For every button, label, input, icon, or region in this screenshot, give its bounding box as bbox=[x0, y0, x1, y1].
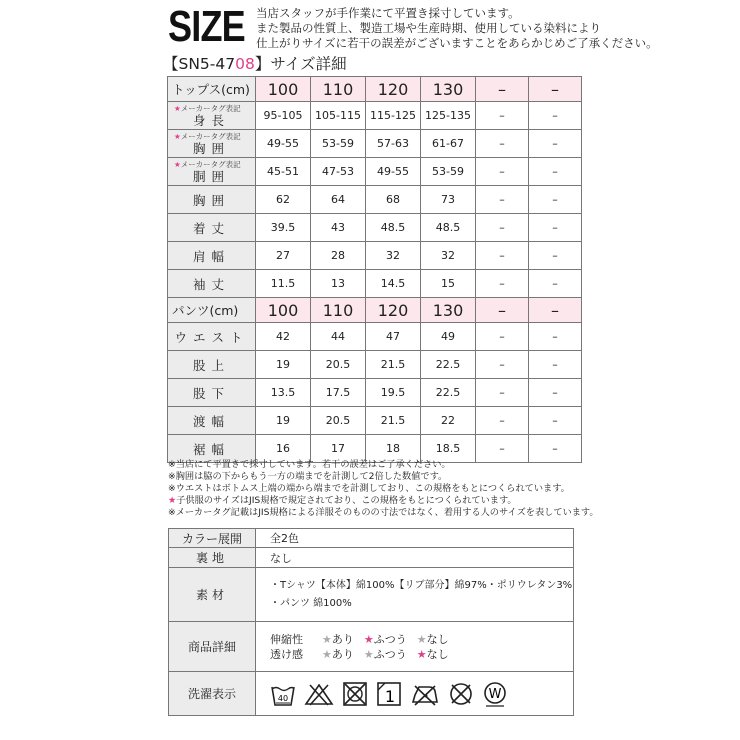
tops-size-cell: 130 bbox=[421, 77, 476, 102]
pants-value-cell: 49 bbox=[421, 323, 476, 351]
pants-value-cell: 22.5 bbox=[421, 379, 476, 407]
detail-name: 透け感 bbox=[270, 647, 303, 661]
note-mark: ※ bbox=[168, 507, 176, 518]
tops-value-cell: – bbox=[529, 186, 582, 214]
code-suffix: 】サイズ詳細 bbox=[254, 55, 347, 73]
tops-value-cell: 14.5 bbox=[366, 270, 421, 298]
tops-row-label: 胸囲 bbox=[168, 186, 256, 214]
tops-size-cell: 110 bbox=[311, 77, 366, 102]
wet-clean-icon bbox=[482, 681, 508, 707]
pants-value-cell: 13.5 bbox=[256, 379, 311, 407]
tops-value-cell: – bbox=[476, 242, 529, 270]
pants-value-cell: 20.5 bbox=[311, 351, 366, 379]
pants-row-label: 股上 bbox=[168, 351, 256, 379]
tag-note-text: メーカータグ表記 bbox=[180, 104, 241, 113]
intro-line: 当店スタッフが手作業にて平置き採寸しています。 bbox=[256, 6, 520, 20]
color-label: カラー展開 bbox=[169, 529, 256, 548]
tops-row bbox=[168, 214, 582, 242]
tag-note-text: メーカータグ表記 bbox=[180, 132, 241, 141]
tops-value-cell: 125-135 bbox=[421, 102, 476, 130]
no-tumble-dry-icon bbox=[342, 681, 368, 707]
pants-value-cell: – bbox=[529, 435, 582, 463]
detail-option-label: ふつう bbox=[373, 647, 407, 661]
tops-value-cell: 53-59 bbox=[311, 130, 366, 158]
star-icon: ★ bbox=[322, 647, 332, 661]
tops-row-name: 胴囲 bbox=[192, 169, 230, 184]
detail-label: 商品詳細 bbox=[169, 622, 256, 672]
tops-row-label bbox=[168, 158, 256, 186]
pants-row-label: 裾幅 bbox=[168, 435, 256, 463]
size-table bbox=[167, 76, 582, 463]
pants-size-cell: – bbox=[476, 298, 529, 323]
pants-value-cell: 19 bbox=[256, 351, 311, 379]
tops-value-cell: 43 bbox=[311, 214, 366, 242]
pants-value-cell: 18 bbox=[366, 435, 421, 463]
tops-value-cell: 49-55 bbox=[256, 130, 311, 158]
note-mark: ★ bbox=[168, 495, 177, 506]
pants-row bbox=[168, 351, 582, 379]
tops-row bbox=[168, 102, 582, 130]
tops-value-cell: – bbox=[476, 158, 529, 186]
star-icon: ★ bbox=[363, 632, 374, 646]
tops-row bbox=[168, 130, 582, 158]
detail-line bbox=[270, 647, 573, 662]
wash-w: W bbox=[488, 686, 502, 702]
pants-value-cell: 17 bbox=[311, 435, 366, 463]
tops-value-cell: 57-63 bbox=[366, 130, 421, 158]
color-value: 全2色 bbox=[256, 529, 574, 548]
pants-value-cell: 16 bbox=[256, 435, 311, 463]
tops-row-name: 身長 bbox=[192, 113, 230, 128]
detail-value bbox=[256, 622, 574, 672]
tops-row bbox=[168, 242, 582, 270]
pants-value-cell: 19 bbox=[256, 407, 311, 435]
material-line: ・パンツ 綿100% bbox=[270, 597, 352, 609]
line-dry-shade-icon bbox=[376, 681, 402, 707]
pants-value-cell: – bbox=[529, 323, 582, 351]
info-table bbox=[168, 528, 574, 716]
material-line: ・Tシャツ【本体】綿100%【リブ部分】綿97%・ポリウレタン3% bbox=[270, 579, 573, 591]
wash-line-number: 1 bbox=[384, 686, 396, 706]
tops-size-cell: 120 bbox=[366, 77, 421, 102]
wash-label: 洗濯表示 bbox=[169, 672, 256, 716]
note-text: 胸囲は脇の下からもう一方の端までを計測して2倍した数値です。 bbox=[175, 471, 448, 482]
pants-value-cell: 19.5 bbox=[366, 379, 421, 407]
tops-value-cell: 45-51 bbox=[256, 158, 311, 186]
notes bbox=[168, 459, 599, 519]
tops-row-label bbox=[168, 130, 256, 158]
tops-value-cell: – bbox=[529, 270, 582, 298]
detail-line bbox=[270, 632, 573, 647]
wash-temp: 40 bbox=[277, 693, 289, 703]
tops-row bbox=[168, 186, 582, 214]
code-highlight: 08 bbox=[235, 55, 255, 73]
pants-value-cell: 42 bbox=[256, 323, 311, 351]
detail-option bbox=[322, 647, 354, 662]
tops-value-cell: 68 bbox=[366, 186, 421, 214]
tops-value-cell: 53-59 bbox=[421, 158, 476, 186]
no-dry-clean-icon bbox=[448, 681, 474, 707]
note-line bbox=[168, 459, 599, 471]
pants-size-cell: 130 bbox=[421, 298, 476, 323]
tops-value-cell: – bbox=[529, 130, 582, 158]
pants-row bbox=[168, 407, 582, 435]
detail-option bbox=[322, 632, 354, 647]
pants-value-cell: 17.5 bbox=[311, 379, 366, 407]
pants-row-label: 股下 bbox=[168, 379, 256, 407]
tops-value-cell: – bbox=[529, 242, 582, 270]
note-text: ウエストはボトムス上端の端から端までを計測しており、この規格をもとにつくられています。 bbox=[175, 483, 570, 494]
tops-value-cell: – bbox=[476, 102, 529, 130]
pants-value-cell: – bbox=[476, 379, 529, 407]
pants-value-cell: – bbox=[529, 379, 582, 407]
tops-value-cell: 27 bbox=[256, 242, 311, 270]
pants-header-row bbox=[168, 298, 582, 323]
tops-value-cell: 32 bbox=[421, 242, 476, 270]
pants-value-cell: 21.5 bbox=[366, 407, 421, 435]
tops-value-cell: 49-55 bbox=[366, 158, 421, 186]
note-text: 当店にて平置きで採寸しています。若干の誤差はご了承ください。 bbox=[175, 459, 451, 470]
tops-value-cell: – bbox=[529, 102, 582, 130]
material-value bbox=[256, 568, 574, 622]
pants-value-cell: – bbox=[476, 435, 529, 463]
pants-size-cell: 100 bbox=[256, 298, 311, 323]
pants-size-cell: 120 bbox=[366, 298, 421, 323]
lining-label: 裏地 bbox=[169, 548, 256, 568]
wash-icons bbox=[256, 672, 574, 716]
star-icon: ★ bbox=[322, 632, 332, 646]
tag-star-icon: ★ bbox=[174, 104, 181, 113]
tops-value-cell: 95-105 bbox=[256, 102, 311, 130]
note-text: 子供服のサイズはJIS規格で規定されており、この規格をもとにつくられています。 bbox=[176, 495, 517, 506]
tag-star-icon: ★ bbox=[174, 132, 181, 141]
tops-size-cell: – bbox=[476, 77, 529, 102]
note-text: メーカータグ記載はJIS規格による洋服そのものの寸法ではなく、着用する人のサイズを表しています。 bbox=[175, 507, 599, 518]
note-mark: ※ bbox=[168, 459, 176, 470]
pants-row bbox=[168, 323, 582, 351]
tops-row-label bbox=[168, 102, 256, 130]
tops-row bbox=[168, 158, 582, 186]
pants-row bbox=[168, 379, 582, 407]
star-icon: ★ bbox=[363, 647, 374, 661]
tops-row-name: 胸囲 bbox=[192, 141, 230, 156]
tops-value-cell: 28 bbox=[311, 242, 366, 270]
note-line bbox=[168, 483, 599, 495]
tops-size-cell: 100 bbox=[256, 77, 311, 102]
detail-option bbox=[417, 647, 449, 662]
pants-value-cell: – bbox=[529, 351, 582, 379]
pants-value-cell: 47 bbox=[366, 323, 421, 351]
tops-value-cell: 48.5 bbox=[366, 214, 421, 242]
note-mark: ※ bbox=[168, 483, 176, 494]
pants-size-cell: 110 bbox=[311, 298, 366, 323]
tops-value-cell: 47-53 bbox=[311, 158, 366, 186]
tops-value-cell: 11.5 bbox=[256, 270, 311, 298]
tops-row-label: 着丈 bbox=[168, 214, 256, 242]
intro-line: また製品の性質上、製造工場や生産時期、使用している染料により bbox=[256, 21, 601, 35]
intro-line: 仕上がりサイズに若干の誤差がございますことをあらかじめご了承ください。 bbox=[256, 36, 658, 50]
tag-note-text: メーカータグ表記 bbox=[180, 160, 241, 169]
tops-value-cell: 62 bbox=[256, 186, 311, 214]
pants-row-label: ウエスト bbox=[168, 323, 256, 351]
detail-option bbox=[364, 632, 407, 647]
lining-value: なし bbox=[256, 548, 574, 568]
tops-header-row bbox=[168, 77, 582, 102]
tops-value-cell: 61-67 bbox=[421, 130, 476, 158]
tops-row bbox=[168, 270, 582, 298]
tops-value-cell: 39.5 bbox=[256, 214, 311, 242]
star-icon: ★ bbox=[416, 632, 427, 646]
tops-header-label: トップス(cm) bbox=[168, 77, 256, 102]
tops-value-cell: – bbox=[476, 130, 529, 158]
pants-value-cell: 20.5 bbox=[311, 407, 366, 435]
detail-option bbox=[417, 632, 449, 647]
tag-note bbox=[174, 131, 241, 142]
tops-value-cell: 73 bbox=[421, 186, 476, 214]
pants-size-cell: – bbox=[529, 298, 582, 323]
note-line bbox=[168, 471, 599, 483]
product-code bbox=[163, 52, 347, 74]
tops-value-cell: – bbox=[529, 158, 582, 186]
star-icon: ★ bbox=[416, 647, 427, 661]
tops-value-cell: – bbox=[476, 214, 529, 242]
tops-value-cell: 48.5 bbox=[421, 214, 476, 242]
pants-value-cell: – bbox=[529, 407, 582, 435]
tops-row-label: 肩幅 bbox=[168, 242, 256, 270]
tops-value-cell: 15 bbox=[421, 270, 476, 298]
pants-value-cell: – bbox=[476, 351, 529, 379]
tops-value-cell: – bbox=[476, 186, 529, 214]
pants-value-cell: – bbox=[476, 323, 529, 351]
pants-value-cell: 22.5 bbox=[421, 351, 476, 379]
detail-option-label: あり bbox=[331, 632, 354, 646]
tag-note bbox=[174, 103, 241, 114]
page-title: SIZE bbox=[168, 2, 245, 51]
detail-option bbox=[364, 647, 407, 662]
tops-value-cell: – bbox=[529, 214, 582, 242]
detail-option-label: あり bbox=[331, 647, 354, 661]
detail-option-label: ふつう bbox=[373, 632, 407, 646]
detail-name: 伸縮性 bbox=[270, 632, 303, 646]
pants-value-cell: 21.5 bbox=[366, 351, 421, 379]
note-mark: ※ bbox=[168, 471, 176, 482]
tops-value-cell: 115-125 bbox=[366, 102, 421, 130]
note-line bbox=[168, 495, 599, 507]
pants-header-label: パンツ(cm) bbox=[168, 298, 256, 323]
pants-value-cell: 44 bbox=[311, 323, 366, 351]
material-label: 素材 bbox=[169, 568, 256, 622]
tops-size-cell: – bbox=[529, 77, 582, 102]
note-line bbox=[168, 507, 599, 519]
detail-option-label: なし bbox=[426, 632, 449, 646]
tops-row-label: 袖丈 bbox=[168, 270, 256, 298]
no-bleach-icon bbox=[304, 681, 334, 707]
pants-value-cell: 22 bbox=[421, 407, 476, 435]
detail-option-label: なし bbox=[426, 647, 449, 661]
tag-note bbox=[174, 159, 241, 170]
code-prefix: 【SN5-47 bbox=[163, 55, 236, 73]
pants-value-cell: – bbox=[476, 407, 529, 435]
tops-value-cell: – bbox=[476, 270, 529, 298]
pants-row-label: 渡幅 bbox=[168, 407, 256, 435]
intro-text bbox=[256, 6, 658, 51]
tops-value-cell: 105-115 bbox=[311, 102, 366, 130]
tops-value-cell: 64 bbox=[311, 186, 366, 214]
iron-low-icon bbox=[410, 681, 440, 707]
tag-star-icon: ★ bbox=[174, 160, 181, 169]
pants-value-cell: 18.5 bbox=[421, 435, 476, 463]
tops-value-cell: 13 bbox=[311, 270, 366, 298]
wash-40-icon bbox=[270, 681, 296, 707]
tops-value-cell: 32 bbox=[366, 242, 421, 270]
